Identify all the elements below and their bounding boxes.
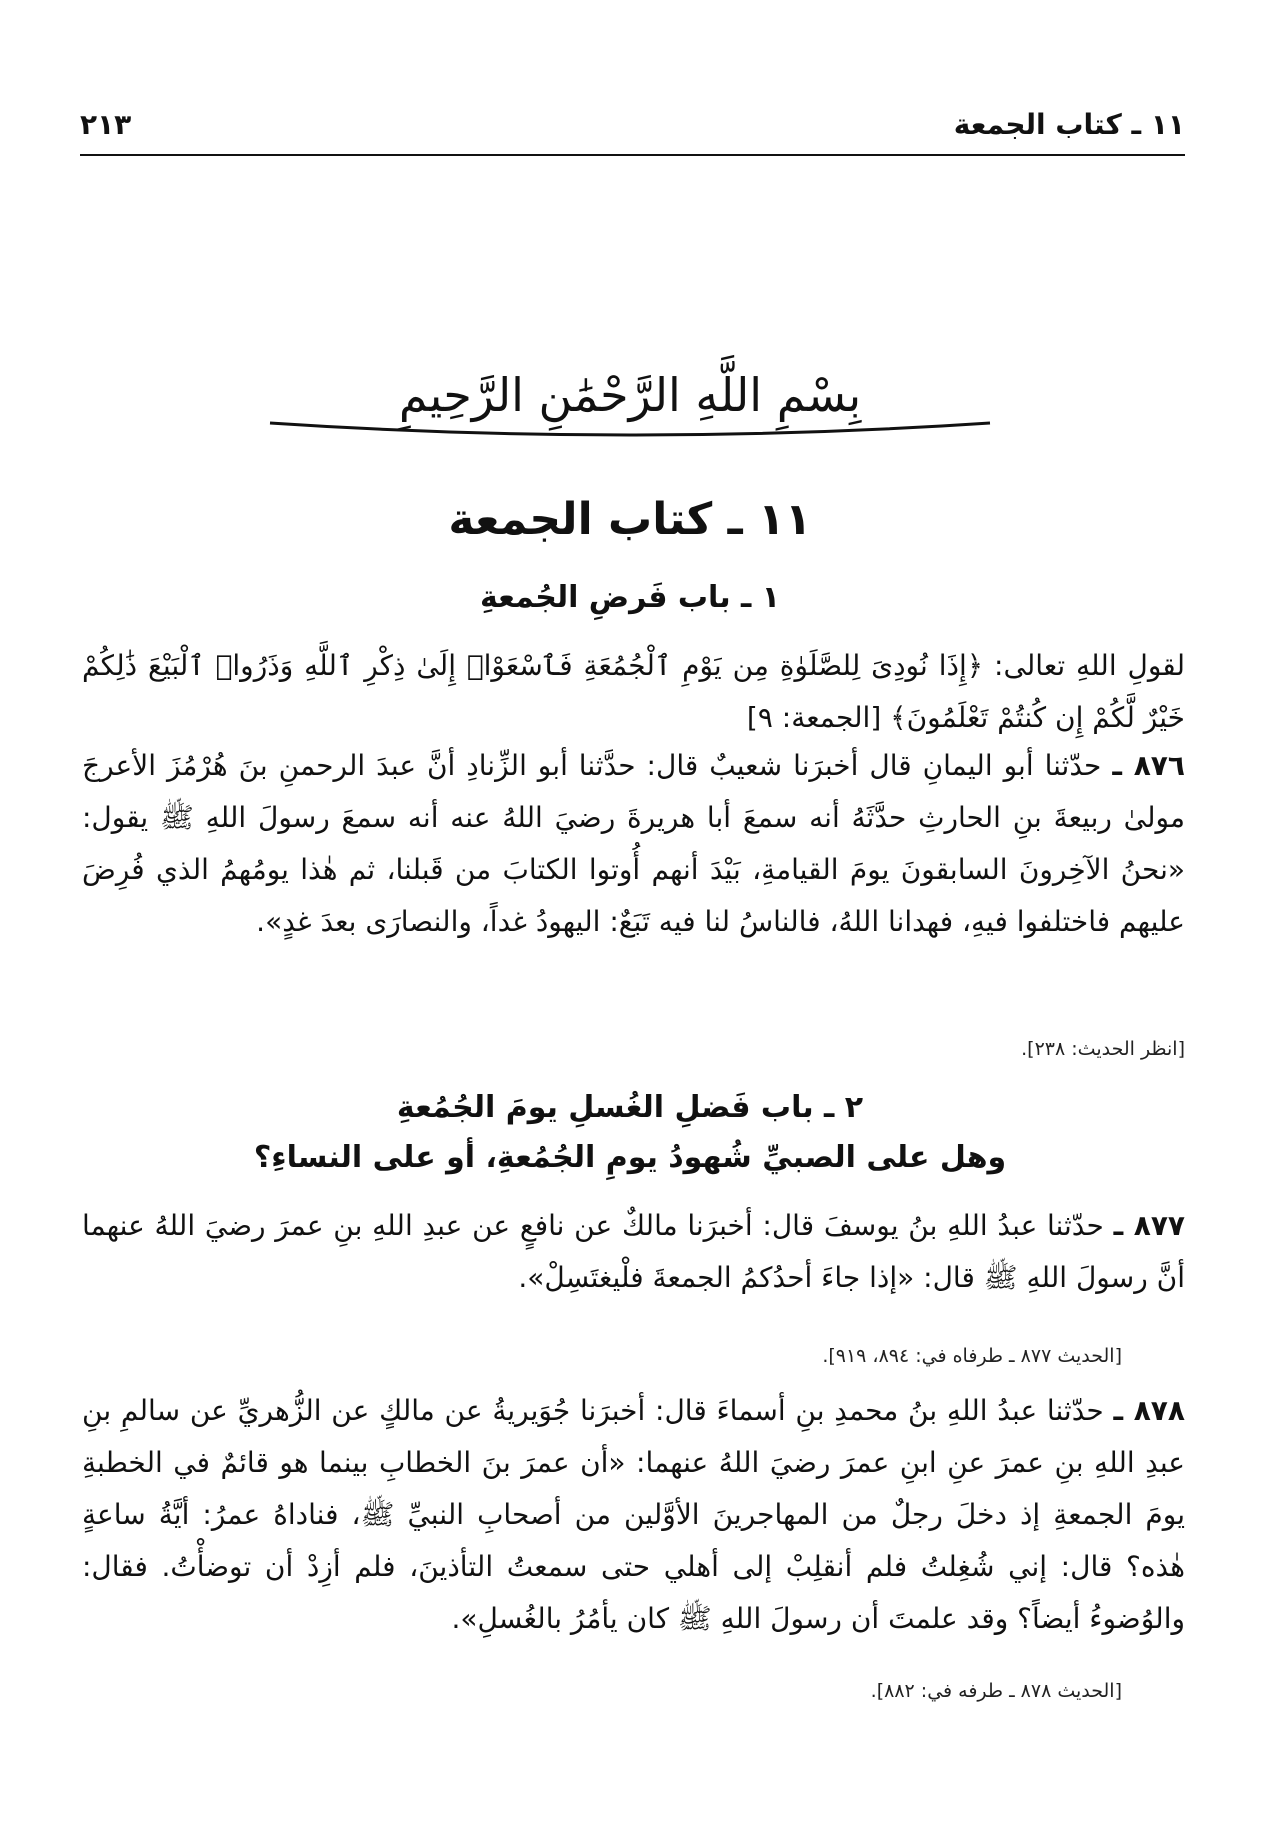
hadith-877-text: حدّثنا عبدُ اللهِ بنُ يوسفَ قال: أخبرَنا مالكٌ عن نافعٍ عن عبدِ اللهِ بنِ عمرَ رضيَ اللهُ عنهما أنَّ رسولَ اللهِ ﷺ قال: «إذا جاءَ أحدُكمُ الجمعةَ فلْيغتَسِلْ». xyxy=(82,1209,1185,1294)
bab-2-heading: ٢ ـ باب فَضلِ الغُسلِ يومَ الجُمُعةِ xyxy=(396,1090,864,1125)
bab-1-text: لقولِ اللهِ تعالى: ﴿إِذَا نُودِىَ لِلصَّلَوٰةِ مِن يَوْمِ ٱلْجُمُعَةِ فَٱسْعَوْا۟ إِلَىٰ ذِكْرِ ٱللَّهِ وَذَرُوا۟ ٱلْبَيْعَ ذَٰلِكُمْ خَيْرٌ لَّكُمْ إِن كُنتُمْ تَعْلَمُونَ﴾ [الجمعة: ٩] xyxy=(82,649,1185,734)
book-title: ١١ ـ كتاب الجمعة xyxy=(448,494,812,545)
hadith-877-number: ٨٧٧ ـ xyxy=(1113,1209,1186,1242)
bab-2-subheading: وهل على الصبيِّ شُهودُ يومِ الجُمُعةِ، أو على النساءِ؟ xyxy=(253,1140,1007,1175)
page-number: ٢١٣ xyxy=(80,108,132,141)
basmala-calligraphy xyxy=(200,355,1060,445)
header-divider xyxy=(80,154,1185,156)
hadith-876-text: حدّثنا أبو اليمانِ قال أخبرَنا شعيبٌ قال: حدَّثنا أبو الزِّنادِ أنَّ عبدَ الرحمنِ بنَ هُرْمُزَ الأعرجَ مولىٰ ربيعةَ بنِ الحارثِ حدَّثَهُ أنه سمعَ أبا هريرةَ رضيَ اللهُ عنه أنه سمعَ رسولَ اللهِ ﷺ يقول: «نحنُ الآخِرونَ السابقونَ يومَ القيامةِ، بَيْدَ أنهم أُوتوا الكتابَ من قَبلنا، ثم هٰذا يومُهمُ الذي فُرِضَ عليهم فاختلفوا فيهِ، فهدانا اللهُ، فالناسُ لنا فيه تَبَعٌ: اليهودُ غداً، والنصارَى بعدَ غدٍ». xyxy=(82,749,1185,938)
hadith-878-number: ٨٧٨ ـ xyxy=(1113,1394,1185,1427)
hadith-876-reference: [انظر الحديث: ٢٣٨]. xyxy=(1021,1038,1185,1060)
bab-1-heading: ١ ـ باب فَرضِ الجُمعةِ xyxy=(479,580,781,615)
hadith-876-number: ٨٧٦ ـ xyxy=(1112,749,1185,782)
hadith-878-text: حدّثنا عبدُ اللهِ بنُ محمدِ بنِ أسماءَ قال: أخبرَنا جُوَيريةُ عن مالكٍ عن الزُّهريِّ عن سالمِ بنِ عبدِ اللهِ بنِ عمرَ عنِ ابنِ عمرَ رضيَ اللهُ عنهما: «أن عمرَ بنَ الخطابِ بينما هو قائمٌ في الخطبةِ يومَ الجمعةِ إذ دخلَ رجلٌ من المهاجرينَ الأوَّلين من أصحابِ النبيِّ ﷺ، فناداهُ عمرُ: أيَّةُ ساعةٍ هٰذه؟ قال: إني شُغِلتُ فلم أنقلِبْ إلى أهلي حتى سمعتُ التأذينَ، فلم أزِدْ أن توضأْتُ. فقال: والوُضوءُ أيضاً؟ وقد علمتَ أن رسولَ اللهِ ﷺ كان يأمُرُ بالغُسلِ». xyxy=(82,1394,1185,1635)
running-header xyxy=(80,108,1185,154)
hadith-877 xyxy=(82,1200,1185,1304)
header-chapter-title: ١١ ـ كتاب الجمعة xyxy=(953,108,1185,141)
hadith-878 xyxy=(82,1385,1185,1645)
hadith-878-reference: [الحديث ٨٧٨ ـ طرفه في: ٨٨٢]. xyxy=(870,1680,1122,1702)
hadith-877-reference: [الحديث ٨٧٧ ـ طرفاه في: ٨٩٤، ٩١٩]. xyxy=(822,1345,1122,1367)
hadith-876 xyxy=(82,740,1185,948)
basmala-text: بِسْمِ اللَّهِ الرَّحْمَٰنِ الرَّحِيمِ xyxy=(398,368,862,422)
